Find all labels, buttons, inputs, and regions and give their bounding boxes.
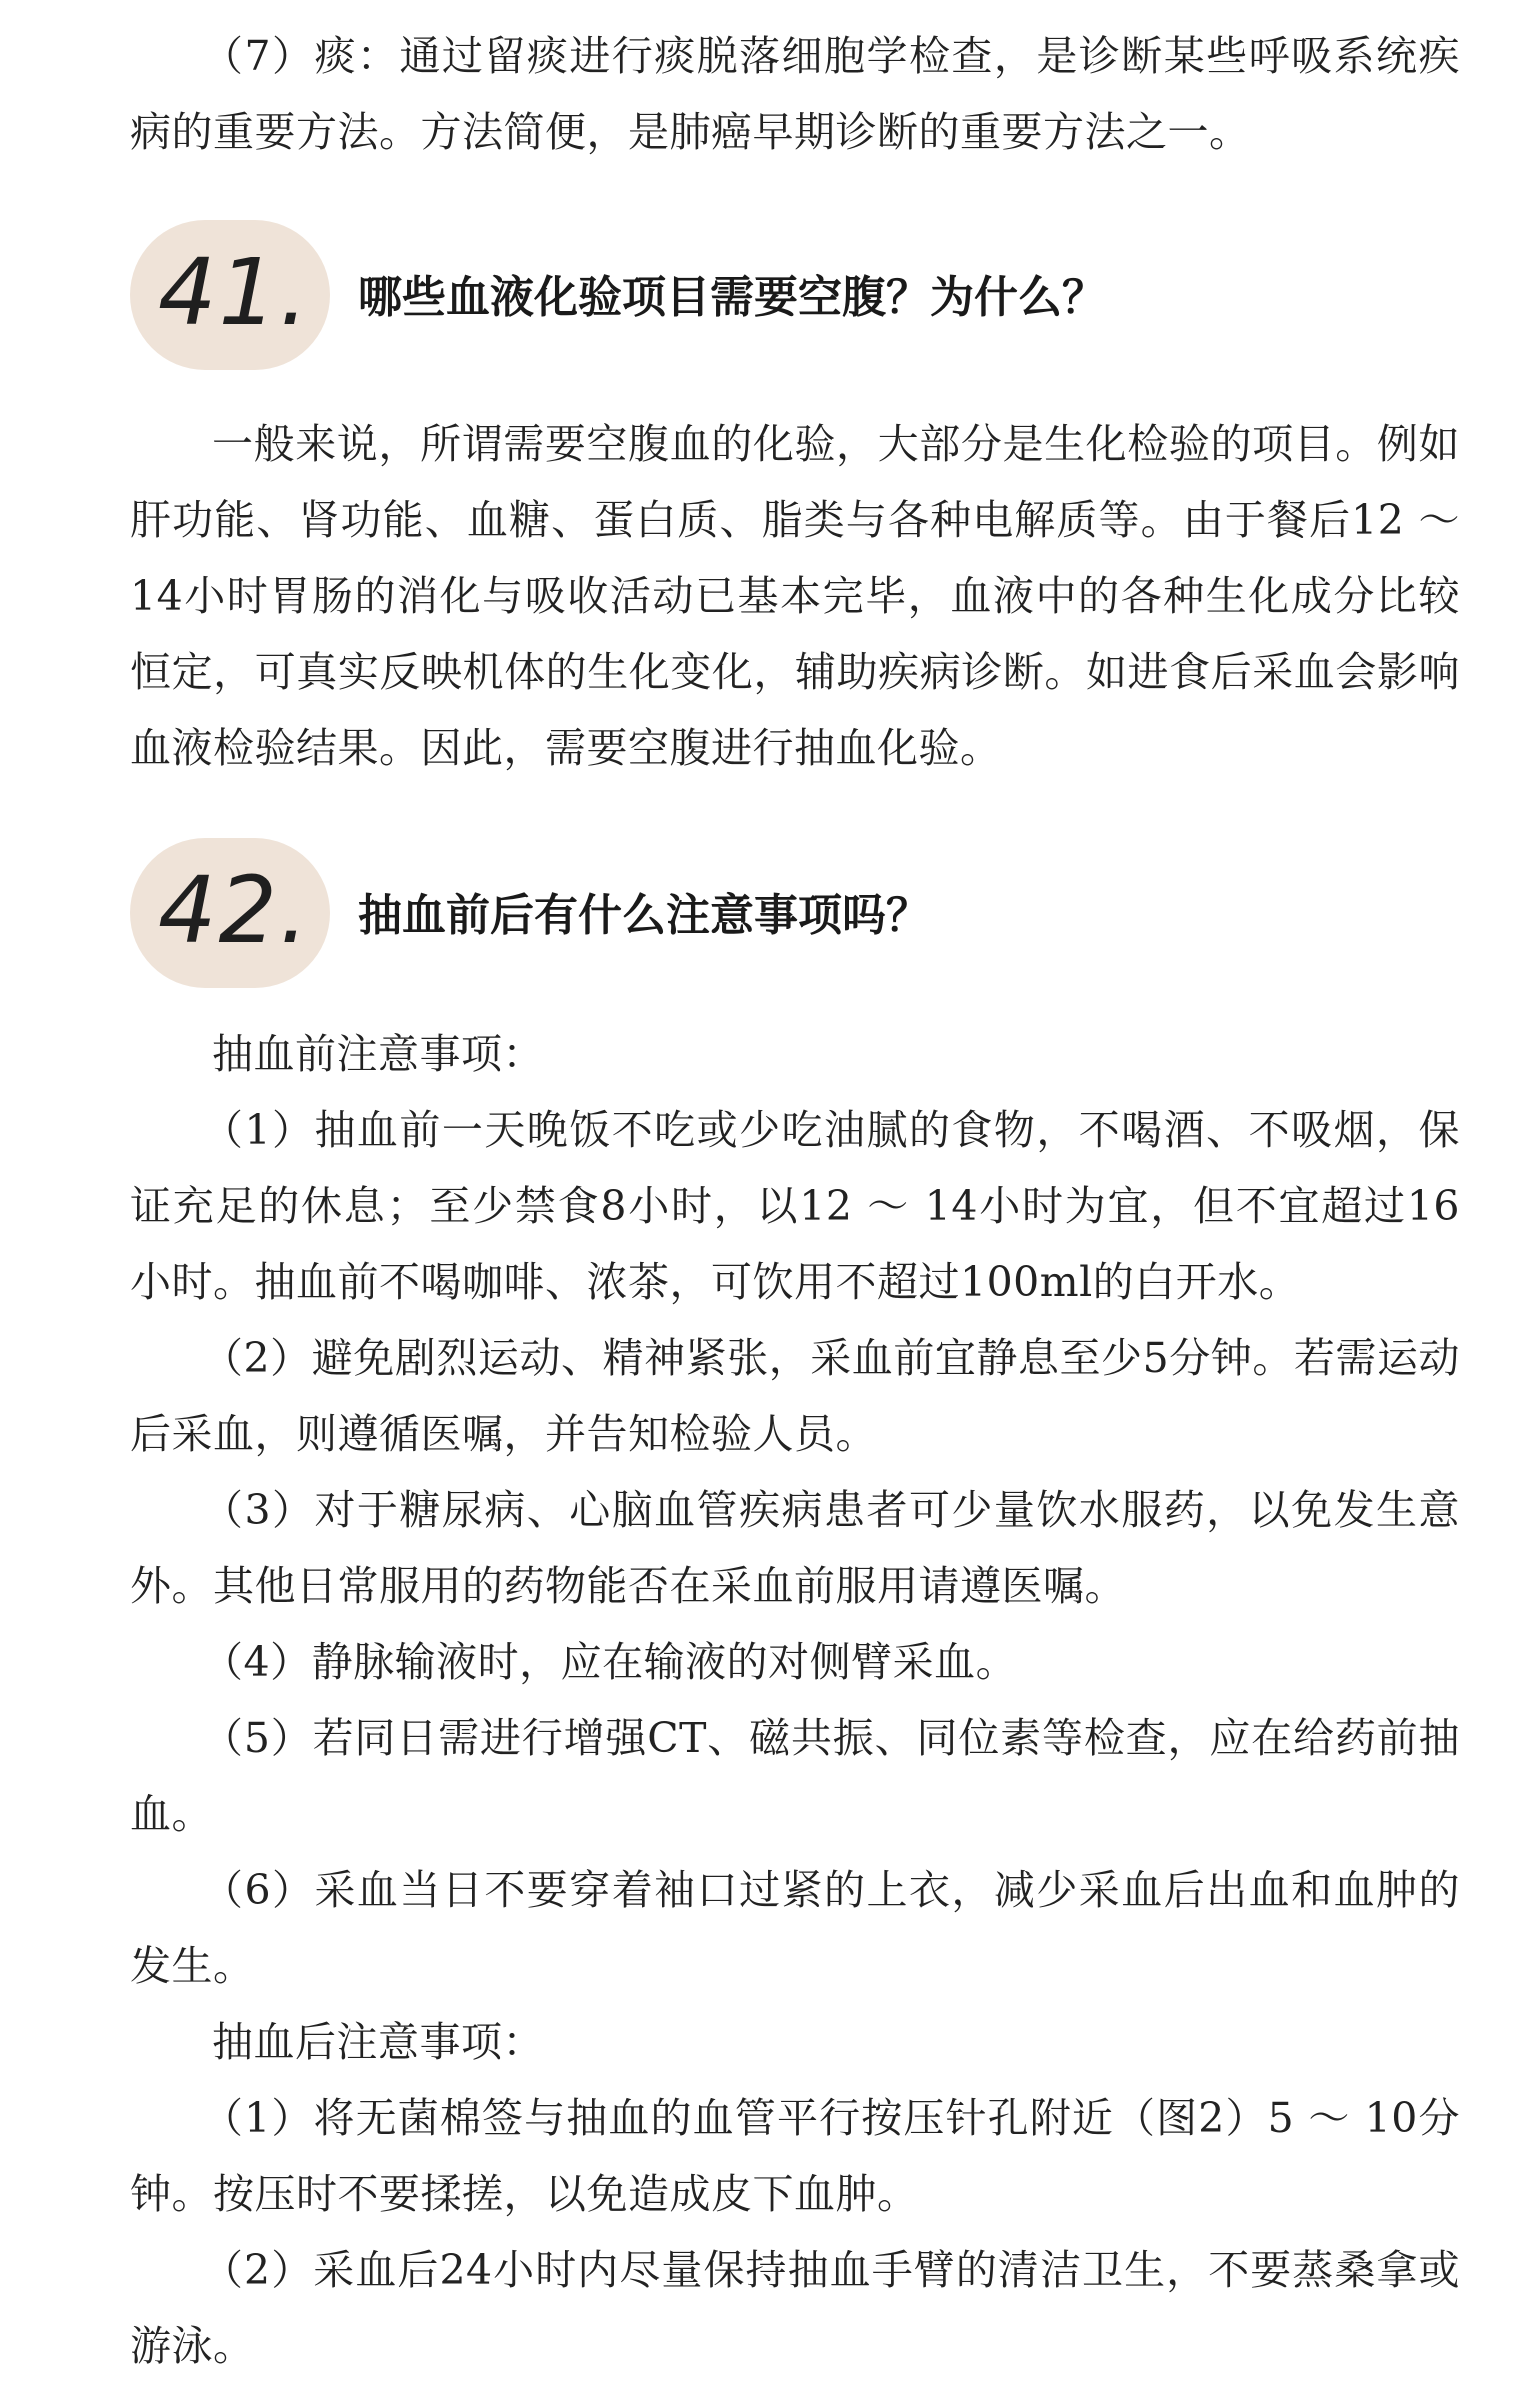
- question-number: 42.: [158, 857, 311, 964]
- item-7-sputum: （7）痰：通过留痰进行痰脱落细胞学检查，是诊断某些呼吸系统疾病的重要方法。方法简便，是肺癌早期诊断的重要方法之一。: [130, 32, 1460, 156]
- answer-41: 一般来说，所谓需要空腹血的化验，大部分是生化检验的项目。例如肝功能、肾功能、血糖、蛋白质、脂类与各种电解质等。由于餐后12 ～ 14小时胃肠的消化与吸收活动已基本完毕，血液中的各种生化成分比较恒定，可真实反映机体的生化变化，辅助疾病诊断。如进食后采血会影响血液检验结果。因此，需要空腹进行抽血化验。: [130, 420, 1460, 772]
- before-item-2: （2）避免剧烈运动、精神紧张，采血前宜静息至少5分钟。若需运动后采血，则遵循医嘱，并告知检验人员。: [130, 1334, 1460, 1458]
- after-heading: 抽血后注意事项：: [212, 2018, 544, 2066]
- before-item-4: （4）静脉输液时，应在输液的对侧臂采血。: [202, 1638, 1018, 1686]
- question-title: 抽血前后有什么注意事项吗？: [358, 890, 930, 941]
- page-content: [130, 0, 1460, 2384]
- question-number: 41.: [158, 239, 311, 346]
- before-item-3: （3）对于糖尿病、心脑血管疾病患者可少量饮水服药，以免发生意外。其他日常服用的药物能否在采血前服用请遵医嘱。: [130, 1486, 1460, 1610]
- question-42-heading: [130, 838, 1460, 988]
- before-item-1: （1）抽血前一天晚饭不吃或少吃油腻的食物，不喝酒、不吸烟，保证充足的休息；至少禁食8小时，以12 ～ 14小时为宜，但不宜超过16小时。抽血前不喝咖啡、浓茶，可饮用不超过100ml的白开水。: [130, 1106, 1460, 1306]
- before-item-6: （6）采血当日不要穿着袖口过紧的上衣，减少采血后出血和血肿的发生。: [130, 1866, 1460, 1990]
- before-item-5: （5）若同日需进行增强CT、磁共振、同位素等检查，应在给药前抽血。: [130, 1714, 1460, 1838]
- question-title: 哪些血液化验项目需要空腹？为什么？: [358, 272, 1106, 323]
- after-item-1: （1）将无菌棉签与抽血的血管平行按压针孔附近（图2）5 ～ 10分钟。按压时不要揉搓，以免造成皮下血肿。: [130, 2094, 1460, 2218]
- question-41-heading: [130, 220, 1460, 370]
- after-item-2: （2）采血后24小时内尽量保持抽血手臂的清洁卫生，不要蒸桑拿或游泳。: [130, 2246, 1460, 2370]
- before-heading: 抽血前注意事项：: [212, 1030, 544, 1078]
